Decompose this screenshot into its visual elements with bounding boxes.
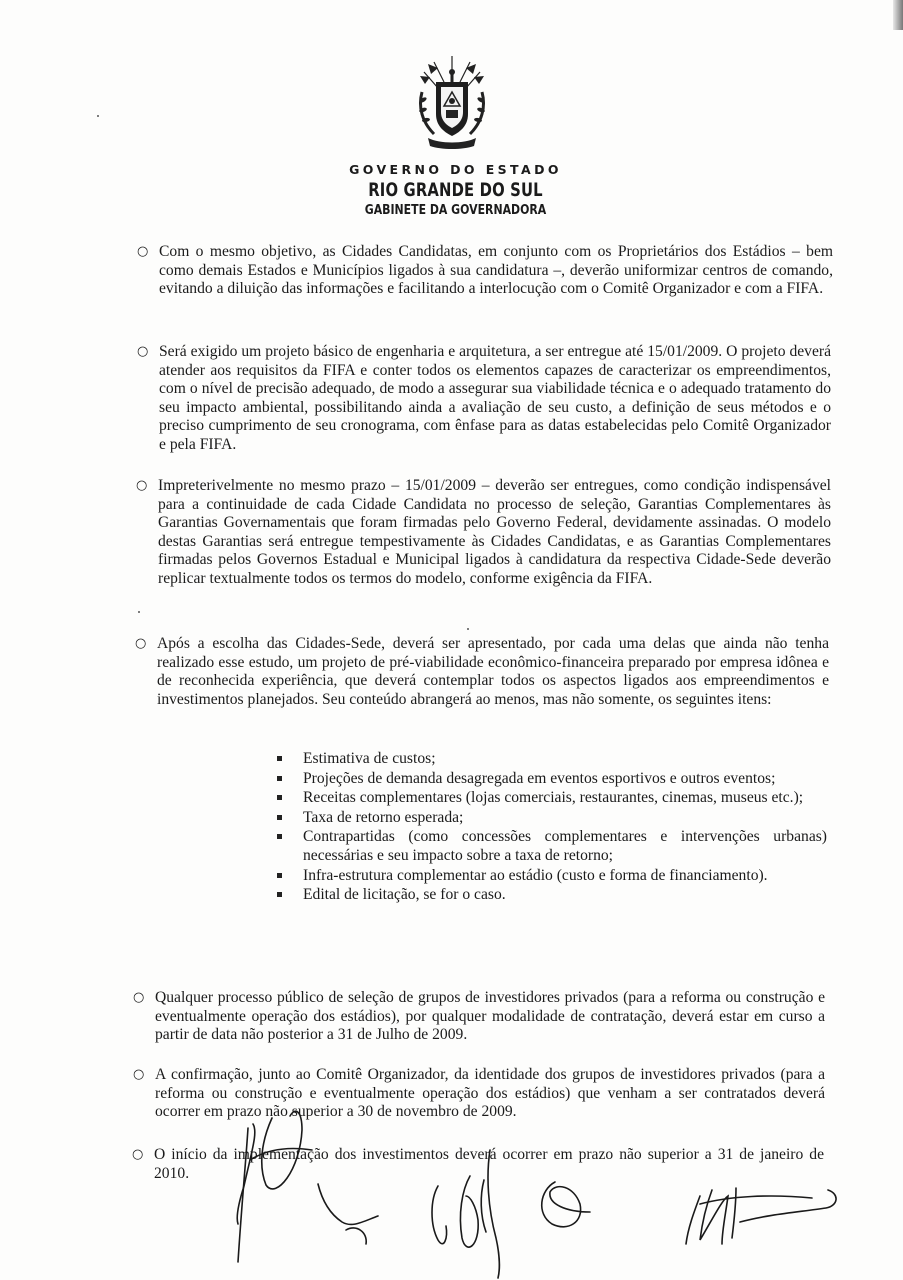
bullet-icon: ○ (137, 244, 149, 259)
square-bullet-icon (277, 834, 282, 839)
paragraph-text: Qualquer processo público de seleção de grupos de investidores privados (para a reforma ou construção e eventualmente operação dos estádios), por qualquer modalidade de contratação, deverá estar em curso a partir de data não posterior a 31 de Julho de 2009. (155, 989, 825, 1044)
bullet-icon: ○ (133, 1067, 145, 1082)
letterhead (0, 52, 903, 218)
paragraph (133, 1066, 825, 1122)
paragraph (137, 343, 831, 455)
paragraph (137, 243, 833, 299)
letterhead-line3: GABINETE DA GOVERNADORA (364, 203, 547, 218)
list-item: Taxa de retorno esperada; (303, 809, 827, 828)
bullet-icon: ○ (136, 478, 148, 493)
square-bullet-icon (277, 892, 282, 897)
bullet-icon: ○ (137, 344, 149, 359)
paragraph-text: Após a escolha das Cidades-Sede, deverá ser apresentado, por cada uma delas que ainda não tenha realizado esse estudo, um projeto de pré-viabilidade econômico-financeira preparado por empresa idônea e de reconhecida experiência, que deverá contemplar todos os aspectos ligados aos empreendimentos e investimentos planejados. Seu conteúdo abrangerá ao menos, mas não somente, os seguintes itens: (157, 635, 829, 708)
square-bullet-icon (277, 873, 282, 878)
list-item: Contrapartidas (como concessões complementares e intervenções urbanas) necessárias e seu impacto sobre a taxa de retorno; (303, 828, 827, 865)
letterhead-line2: RIO GRANDE DO SUL (368, 179, 543, 201)
bullet-icon: ○ (132, 1147, 144, 1162)
state-coat-of-arms-icon (414, 52, 490, 152)
paragraph-text: Com o mesmo objetivo, as Cidades Candidatas, em conjunto com os Proprietários dos Estádios – bem como demais Estados e Municípios ligados à sua candidatura –, deverão uniformizar centros de comando, evitando a diluição das informações e facilitando a interlocução com o Comitê Organizador e com a FIFA. (159, 243, 833, 298)
paragraph-text: Impreterivelmente no mesmo prazo – 15/01/2009 – deverão ser entregues, como condição indispensável para a continuidade de cada Cidade Candidata no processo de seleção, Garantias Complementares às Garantias Governamentais que foram firmadas pelo Governo Federal, devidamente assinadas. O modelo destas Garantias será entregue tempestivamente às Cidades Candidatas, e as Garantias Complementares firmadas pelos Governos Estadual e Municipal ligados à candidatura da respectiva Cidade-Sede deverão replicar textualmente todos os termos do modelo, conforme exigência da FIFA. (158, 477, 831, 587)
scan-speck (138, 611, 140, 613)
list-item: Receitas complementares (lojas comerciais, restaurantes, cinemas, museus etc.); (303, 789, 827, 808)
letterhead-line1: GOVERNO DO ESTADO (349, 162, 562, 177)
scan-edge (893, 0, 903, 30)
paragraph (136, 477, 831, 589)
list-item: Estimativa de custos; (303, 750, 827, 769)
square-bullet-icon (277, 776, 282, 781)
items-list (303, 750, 827, 906)
paragraph (132, 1146, 824, 1183)
bullet-icon: ○ (135, 636, 147, 651)
list-item: Projeções de demanda desagregada em eventos esportivos e outros eventos; (303, 770, 827, 789)
list-item: Infra-estrutura complementar ao estádio (custo e forma de financiamento). (303, 867, 827, 886)
bullet-icon: ○ (133, 990, 145, 1005)
square-bullet-icon (277, 795, 282, 800)
square-bullet-icon (277, 756, 282, 761)
square-bullet-icon (277, 815, 282, 820)
paragraph-text: Será exigido um projeto básico de engenharia e arquitetura, a ser entregue até 15/01/2009. O projeto deverá atender aos requisitos da FIFA e conter todos os elementos capazes de caracterizar os empreendimentos, com o nível de precisão adequado, de modo a assegurar sua viabilidade técnica e o adequado tratamento do seu impacto ambiental, possibilitando ainda a avaliação de seu custo, a definição de seus métodos e o preciso cumprimento de seu cronograma, com ênfase para as datas estabelecidas pelo Comitê Organizador e pela FIFA. (159, 343, 831, 453)
paragraph-text: A confirmação, junto ao Comitê Organizador, da identidade dos grupos de investidores privados (para a reforma ou construção e eventualmente operação dos estádios) que venham a ser contratados deverá ocorrer em prazo não superior a 30 de novembro de 2009. (155, 1066, 825, 1121)
paragraph-text: O início da implementação dos investimentos deverá ocorrer em prazo não superior a 31 de janeiro de 2010. (154, 1146, 824, 1182)
paragraph (133, 989, 825, 1045)
list-item: Edital de licitação, se for o caso. (303, 886, 827, 905)
paragraph (135, 635, 829, 709)
scan-speck (467, 628, 469, 630)
